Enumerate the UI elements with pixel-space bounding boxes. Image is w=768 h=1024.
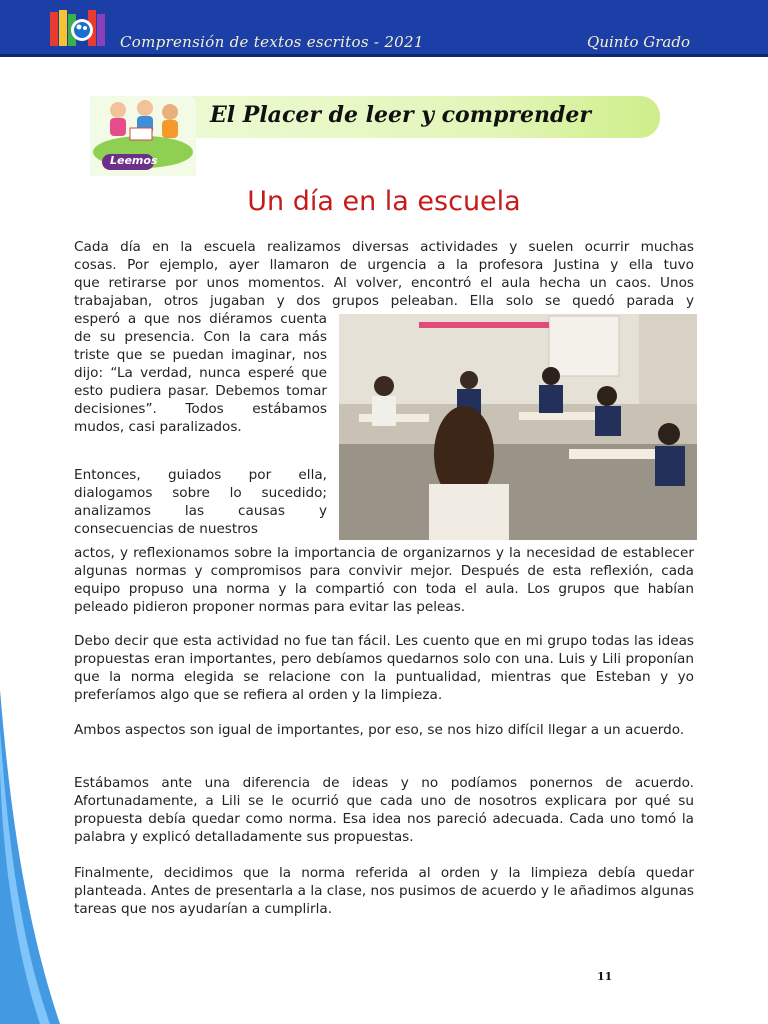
story-title: Un día en la escuela [247,186,521,217]
decorative-swoosh-icon [0,690,60,1024]
classroom-photo [339,314,697,540]
paragraph-1-line-4: trabajaban, otros jugaban y dos grupos peleaban. Ella solo se quedó parada y [74,293,694,309]
paragraph-1-line-3: que retirarse por unos momentos. Al volver, encontró el aula hecha un caos. Unos [74,275,694,291]
paragraph-2-start: Entonces, guiados por ella, dialogamos sobre lo sucedido; analizamos las causas y consecuencias de nuestros [74,467,327,537]
page-header [0,0,768,54]
paragraph-5: Estábamos ante una diferencia de ideas y no podíamos ponernos de acuerdo. Afortunadamente, a Lili se le ocurrió que cada uno de nosotros explicara por qué su propuesta debía quedar como norma. Esa idea nos pareció adecuada. Cada uno tomó la palabra y explicó detalladamente sus propuestas. [74,775,694,845]
books-children-logo [48,6,108,50]
paragraph-3: Debo decir que esta actividad no fue tan fácil. Les cuento que en mi grupo todas las ideas propuestas eran importantes, pero debíamos quedarnos solo con una. Luis y Lili proponían que la norma elegida se relacione con la puntualidad, mientras que Esteban y yo preferíamos algo que se refiera al orden y la limpieza. [74,633,694,703]
children-reading-illustration [90,96,196,176]
header-grade: Quinto Grado [587,33,690,51]
leemos-badge: Leemos [110,154,158,167]
paragraph-6: Finalmente, decidimos que la norma referida al orden y la limpieza debía quedar planteada. Antes de presentarla a la clase, nos pusimos de acuerdo y le añadimos algunas tareas que nos ayudarían a cumplirla. [74,865,694,917]
classroom-scene [339,314,697,540]
banner-title: El Placer de leer y comprender [210,102,591,128]
page-number: 11 [597,970,613,983]
paragraph-1-line-1: Cada día en la escuela realizamos diversas actividades y suelen ocurrir muchas [74,239,694,255]
header-title: Comprensión de textos escritos - 2021 [120,33,424,51]
paragraph-1-continued: esperó a que nos diéramos cuenta de su presencia. Con la cara más triste que se puedan imaginar, nos dijo: “La verdad, nunca esperé que esto pudiera pasar. Debemos tomar decisiones”. Todos estábamos mudos, casi paralizados. [74,311,327,435]
paragraph-4: Ambos aspectos son igual de importantes, por eso, se nos hizo difícil llegar a un acuerdo. [74,722,685,738]
paragraph-2-continued: actos, y reflexionamos sobre la importancia de organizarnos y la necesidad de establecer algunas normas y compromisos para convivir mejor. Después de esta reflexión, cada equipo propuso una norma y la compartió con toda el aula. Los grupos que habían peleado pidieron proponer normas para evitar las peleas. [74,545,694,615]
paragraph-1-line-2: cosas. Por ejemplo, ayer llamaron de urgencia a la profesora Justina y ella tuvo [74,257,694,273]
header-divider [0,54,768,57]
